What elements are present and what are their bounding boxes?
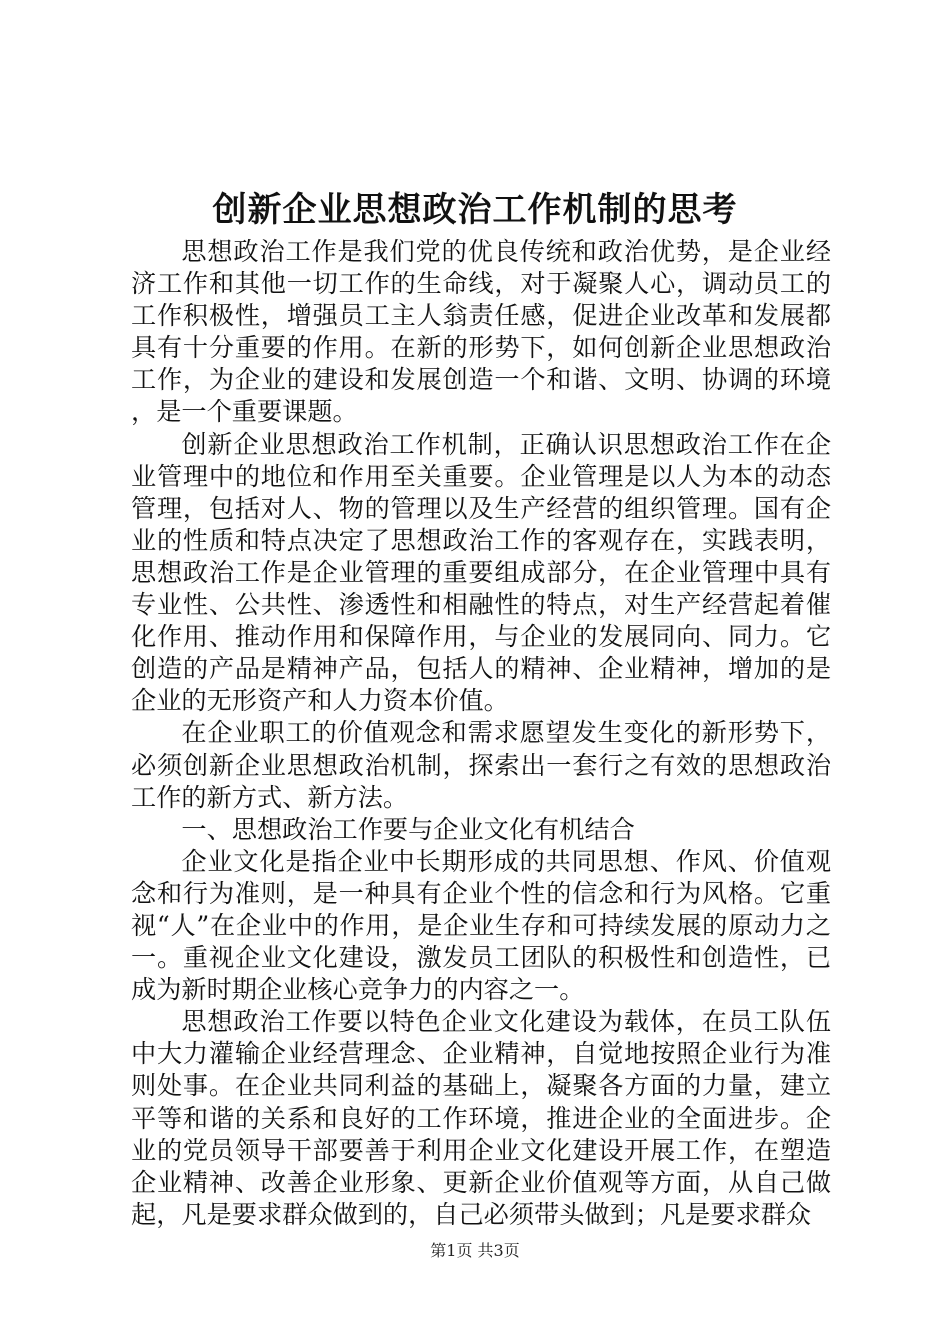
paragraph-intro: 思想政治工作是我们党的优良传统和政治优势，是企业经济工作和其他一切工作的生命线，对于凝聚人心，调动员工的工作积极性，增强员工主人翁责任感，促进企业改革和发展都具有十分重要的作用。在新的形势下，如何创新企业思想政治工作，为企业的建设和发展创造一个和谐、文明、协调的环境，是一个重要课题。 [131,237,831,427]
document-body [131,236,831,1231]
paragraph-management-role: 创新企业思想政治工作机制，正确认识思想政治工作在企业管理中的地位和作用至关重要。企业管理是以人为本的动态管理，包括对人、物的管理以及生产经营的组织管理。国有企业的性质和特点决定了思想政治工作的客观存在，实践表明，思想政治工作是企业管理的重要组成部分，在企业管理中具有专业性、公共性、渗透性和相融性的特点，对生产经营起着催化作用、推动作用和保障作用，与企业的发展同向、同力。它创造的产品是精神产品，包括人的精神、企业精神，增加的是企业的无形资产和人力资本价值。 [131,429,831,716]
section-heading-1: 一、思想政治工作要与企业文化有机结合 [181,814,635,844]
paragraph-culture-carrier: 思想政治工作要以特色企业文化建设为载体，在员工队伍中大力灌输企业经营理念、企业精神，自觉地按照企业行为准则处事。在企业共同利益的基础上，凝聚各方面的力量，建立平等和谐的关系和良好的工作环境，推进企业的全面进步。企业的党员领导干部要善于利用企业文化建设开展工作，在塑造企业精神、改善企业形象、更新企业价值观等方面，从自己做起，凡是要求群众做到的，自己必须带头做到；凡是要求群众 [131,1007,831,1229]
paragraph-new-situation: 在企业职工的价值观念和需求愿望发生变化的新形势下，必须创新企业思想政治机制，探索出一套行之有效的思想政治工作的新方式、新方法。 [131,718,831,812]
document-title: 创新企业思想政治工作机制的思考 [212,190,738,230]
page-number-footer: 第1页 共3页 [430,1241,520,1260]
paragraph-corporate-culture: 企业文化是指企业中长期形成的共同思想、作风、价值观念和行为准则，是一种具有企业个性的信念和行为风格。它重视“人”在企业中的作用，是企业生存和可持续发展的原动力之一。重视企业文化建设，激发员工团队的积极性和创造性，已成为新时期企业核心竞争力的内容之一。 [131,846,831,1005]
